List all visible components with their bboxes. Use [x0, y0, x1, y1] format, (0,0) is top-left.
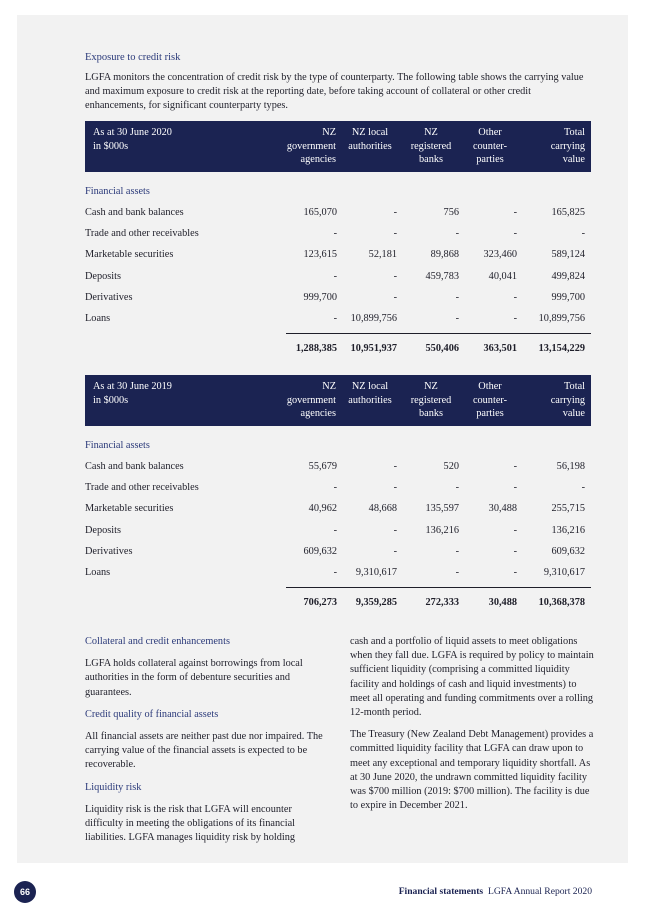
table-body: [85, 456, 591, 583]
footer-caption: [399, 886, 592, 897]
cell-nz-registered-banks: 459,783: [425, 270, 459, 282]
cell-nz-government-agencies: 123,615: [303, 249, 337, 261]
cell-other-counterparties: -: [513, 524, 517, 536]
row-label: Trade and other receivables: [85, 482, 199, 494]
total-rule: [286, 587, 591, 588]
total-total-carrying-value: 13,154,229: [538, 343, 585, 355]
cell-nz-registered-banks: -: [455, 228, 459, 240]
paragraph-collateral: LGFA holds collateral against borrowings from local authorities in the form of debenture securities and guarantees.: [85, 658, 303, 698]
cell-nz-government-agencies: 999,700: [303, 291, 337, 303]
cell-other-counterparties: -: [513, 461, 517, 472]
row-label: Loans: [85, 566, 111, 578]
table-date: As at 30 June 2020: [93, 127, 172, 138]
cell-other-counterparties: -: [513, 228, 517, 240]
cell-nz-local-authorities: -: [393, 207, 397, 218]
table-unit: in $000s: [93, 141, 129, 152]
col-header-nz-government-agencies: NZ government agencies: [286, 127, 336, 166]
table-header: [85, 375, 591, 426]
col-header-nz-local-authorities: NZ local authorities: [348, 127, 392, 152]
col-header-nz-registered-banks: NZ registered banks: [410, 381, 452, 420]
table-row: [85, 308, 591, 329]
cell-nz-local-authorities: -: [393, 524, 397, 536]
col-header-nz-government-agencies: NZ government agencies: [286, 381, 336, 420]
col-header-total-carrying-value: Total carrying value: [550, 381, 585, 420]
cell-nz-local-authorities: -: [393, 228, 397, 240]
paragraph-liquidity-risk: Liquidity risk is the risk that LGFA will encounter difficulty in meeting the obligations of its financial liabilities. LGFA manages liquidity risk by holding: [85, 803, 296, 844]
table-row: [85, 266, 591, 287]
cell-other-counterparties: -: [513, 545, 517, 557]
table-row: [85, 223, 591, 244]
col-header-nz-registered-banks: NZ registered banks: [410, 127, 452, 166]
table-date: As at 30 June 2019: [93, 381, 172, 392]
total-other-counterparties: 30,488: [488, 597, 517, 609]
total-nz-registered-banks: 550,406: [425, 343, 459, 355]
cell-nz-registered-banks: 89,868: [430, 249, 459, 261]
row-label: Derivatives: [85, 291, 133, 303]
heading-liquidity-risk: Liquidity risk: [85, 781, 142, 793]
table-row: [85, 202, 591, 223]
cell-total-carrying-value: 999,700: [551, 291, 585, 303]
table-row: [85, 562, 591, 583]
cell-nz-registered-banks: -: [455, 291, 459, 303]
cell-total-carrying-value: 10,899,756: [538, 312, 585, 324]
cell-nz-registered-banks: -: [455, 482, 459, 494]
total-row: [85, 593, 591, 613]
credit-risk-table-2019: [85, 375, 591, 613]
total-nz-local-authorities: 10,951,937: [350, 343, 397, 355]
total-total-carrying-value: 10,368,378: [538, 597, 585, 609]
table-header: [85, 121, 591, 172]
cell-other-counterparties: -: [513, 566, 517, 578]
col-header-nz-local-authorities: NZ local authorities: [348, 381, 392, 406]
cell-nz-government-agencies: -: [333, 482, 337, 494]
cell-other-counterparties: -: [513, 312, 517, 324]
cell-nz-government-agencies: 40,962: [308, 503, 337, 515]
table-body: [85, 202, 591, 329]
cell-nz-registered-banks: 756: [443, 207, 459, 218]
table-row: [85, 456, 591, 477]
cell-nz-local-authorities: -: [393, 291, 397, 303]
total-row: [85, 339, 591, 359]
cell-nz-local-authorities: -: [393, 461, 397, 472]
table-unit: in $000s: [93, 395, 129, 406]
cell-nz-government-agencies: -: [333, 270, 337, 282]
total-nz-government-agencies: 706,273: [303, 597, 337, 609]
cell-total-carrying-value: 136,216: [551, 524, 585, 536]
cell-total-carrying-value: -: [581, 228, 585, 240]
cell-other-counterparties: -: [513, 291, 517, 303]
col-header-other-counterparties: Other counter- parties: [472, 381, 508, 420]
row-label: Loans: [85, 312, 111, 324]
row-label: Marketable securities: [85, 503, 174, 515]
row-label: Deposits: [85, 270, 122, 282]
cell-other-counterparties: -: [513, 207, 517, 218]
total-nz-government-agencies: 1,288,385: [295, 343, 337, 355]
intro-paragraph: LGFA monitors the concentration of credit risk by the type of counterparty. The following table shows the carrying value and maximum exposure to credit risk at the reporting date, before taking account of collateral or other credit enhancements, for significant counterparty types.: [85, 72, 584, 112]
cell-nz-registered-banks: 520: [443, 461, 459, 472]
cell-nz-local-authorities: 10,899,756: [350, 312, 397, 324]
table-row: [85, 287, 591, 308]
cell-other-counterparties: 323,460: [483, 249, 517, 261]
cell-nz-local-authorities: 9,310,617: [355, 566, 397, 578]
paragraph-liquidity-continued: cash and a portfolio of liquid assets to meet obligations when they fall due. LGFA is required by policy to maintain sufficient liquidity (comprising a committed liquidity facility and holdings of cash and liquid investments) to meet all operating and funding commitments over a rolling 12-month period.: [350, 636, 594, 719]
cell-total-carrying-value: 56,198: [556, 461, 585, 472]
cell-nz-government-agencies: 55,679: [308, 461, 337, 472]
cell-total-carrying-value: 165,825: [551, 207, 585, 218]
cell-nz-registered-banks: -: [455, 312, 459, 324]
row-label: Deposits: [85, 524, 122, 536]
cell-nz-government-agencies: 165,070: [303, 207, 337, 218]
cell-nz-government-agencies: -: [333, 524, 337, 536]
page-number-badge: 66: [14, 881, 36, 903]
cell-total-carrying-value: 589,124: [551, 249, 585, 261]
section-heading-credit-risk: Exposure to credit risk: [85, 52, 181, 63]
total-nz-local-authorities: 9,359,285: [355, 597, 397, 609]
right-text-column: [350, 635, 595, 821]
cell-nz-registered-banks: -: [455, 545, 459, 557]
cell-nz-local-authorities: -: [393, 482, 397, 494]
total-other-counterparties: 363,501: [483, 343, 517, 355]
cell-other-counterparties: 30,488: [488, 503, 517, 515]
cell-nz-local-authorities: 48,668: [368, 503, 397, 515]
table-row: [85, 477, 591, 498]
cell-other-counterparties: -: [513, 482, 517, 494]
total-rule: [286, 333, 591, 334]
col-header-total-carrying-value: Total carrying value: [550, 127, 585, 166]
footer-section: Financial statements: [398, 886, 484, 897]
cell-other-counterparties: 40,041: [488, 270, 517, 282]
cell-nz-registered-banks: -: [455, 566, 459, 578]
credit-risk-table-2020: [85, 121, 591, 359]
cell-nz-local-authorities: 52,181: [368, 249, 397, 261]
cell-total-carrying-value: -: [581, 482, 585, 494]
section-label: Financial assets: [85, 440, 150, 451]
paragraph-treasury-facility: The Treasury (New Zealand Debt Management) provides a committed liquidity facility that LGFA can draw upon to meet any exceptional and temporary liquidity shortfall. As at 30 June 2020, the undrawn committed liquidity facility was $700 million (2019: $700 million). The facility is due to expire in December 2021.: [350, 729, 594, 812]
cell-nz-government-agencies: -: [333, 312, 337, 324]
cell-nz-registered-banks: 136,216: [425, 524, 459, 536]
paragraph-credit-quality: All financial assets are neither past due nor impaired. The carrying value of the financial assets is expected to be recoverable.: [85, 731, 323, 771]
cell-total-carrying-value: 499,824: [551, 270, 585, 282]
cell-total-carrying-value: 9,310,617: [543, 566, 585, 578]
table-row: [85, 498, 591, 519]
total-nz-registered-banks: 272,333: [425, 597, 459, 609]
cell-nz-government-agencies: -: [333, 566, 337, 578]
row-label: Derivatives: [85, 545, 133, 557]
cell-nz-registered-banks: 135,597: [425, 503, 459, 515]
heading-collateral: Collateral and credit enhancements: [85, 636, 230, 647]
left-text-column: [85, 635, 330, 853]
cell-nz-local-authorities: -: [393, 545, 397, 557]
col-header-other-counterparties: Other counter- parties: [472, 127, 508, 166]
cell-total-carrying-value: 609,632: [551, 545, 585, 557]
row-label: Trade and other receivables: [85, 228, 199, 240]
table-row: [85, 244, 591, 265]
cell-nz-government-agencies: -: [333, 228, 337, 240]
cell-total-carrying-value: 255,715: [551, 503, 585, 515]
table-row: [85, 520, 591, 541]
row-label: Marketable securities: [85, 249, 174, 261]
row-label: Cash and bank balances: [85, 207, 184, 218]
footer-report-title: LGFA Annual Report 2020: [487, 886, 592, 897]
section-label: Financial assets: [85, 186, 150, 197]
heading-credit-quality: Credit quality of financial assets: [85, 708, 219, 720]
table-row: [85, 541, 591, 562]
cell-nz-local-authorities: -: [393, 270, 397, 282]
cell-nz-government-agencies: 609,632: [303, 545, 337, 557]
row-label: Cash and bank balances: [85, 461, 184, 472]
